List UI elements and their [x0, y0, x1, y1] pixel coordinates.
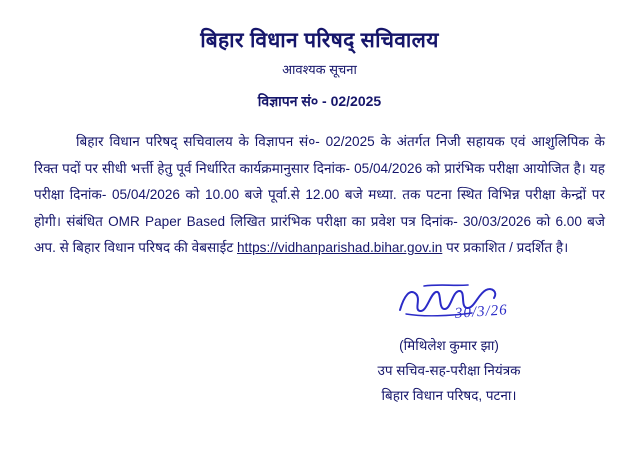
- signatory-designation: उप सचिव-सह-परीक्षा नियंत्रक: [377, 363, 521, 378]
- notice-body-text: बिहार विधान परिषद् सचिवालय के विज्ञापन सं०- 02/2025 के अंतर्गत निजी सहायक एवं आशुलिपिक के रिक्त पदों पर सीधी भर्त्ती हेतु पूर्व निर्धारित कार्यक्रमानुसार दिनांक- 05/04/2026 को प्रारंभिक परीक्षा आयोजित है। यह परीक्षा दिनांक- 05/04/2026 को 10.00 बजे पूर्वा.से 12.00 बजे मध्या. तक पटना स्थित विभिन्न परीक्षा केन्द्रों पर होगी। संबंधित OMR Paper Based लिखित प्रारंभिक परीक्षा का प्रवेश पत्र दिनांक- 30/03/2026 को 6.00 बजे अप. से बिहार विधान परिषद की वेबसाईट: [34, 134, 605, 256]
- handwritten-signature: [299, 290, 599, 332]
- signatory-organisation: बिहार विधान परिषद, पटना।: [381, 388, 517, 403]
- signatory-name: (मिथिलेश कुमार झा): [399, 338, 499, 353]
- page-title: बिहार विधान परिषद् सचिवालय: [200, 29, 439, 52]
- notice-body: [34, 129, 605, 262]
- notice-number: विज्ञापन सं० - 02/2025: [257, 93, 382, 110]
- signature-block: [299, 290, 599, 404]
- signature-date: 30/3/26: [454, 302, 509, 322]
- notice-body-text-end: पर प्रकाशित / प्रदर्शित है।: [442, 240, 569, 256]
- vidhanparishad-website-link[interactable]: https://vidhanparishad.bihar.gov.in: [237, 240, 443, 256]
- document-subtitle: आवश्यक सूचना: [282, 62, 357, 78]
